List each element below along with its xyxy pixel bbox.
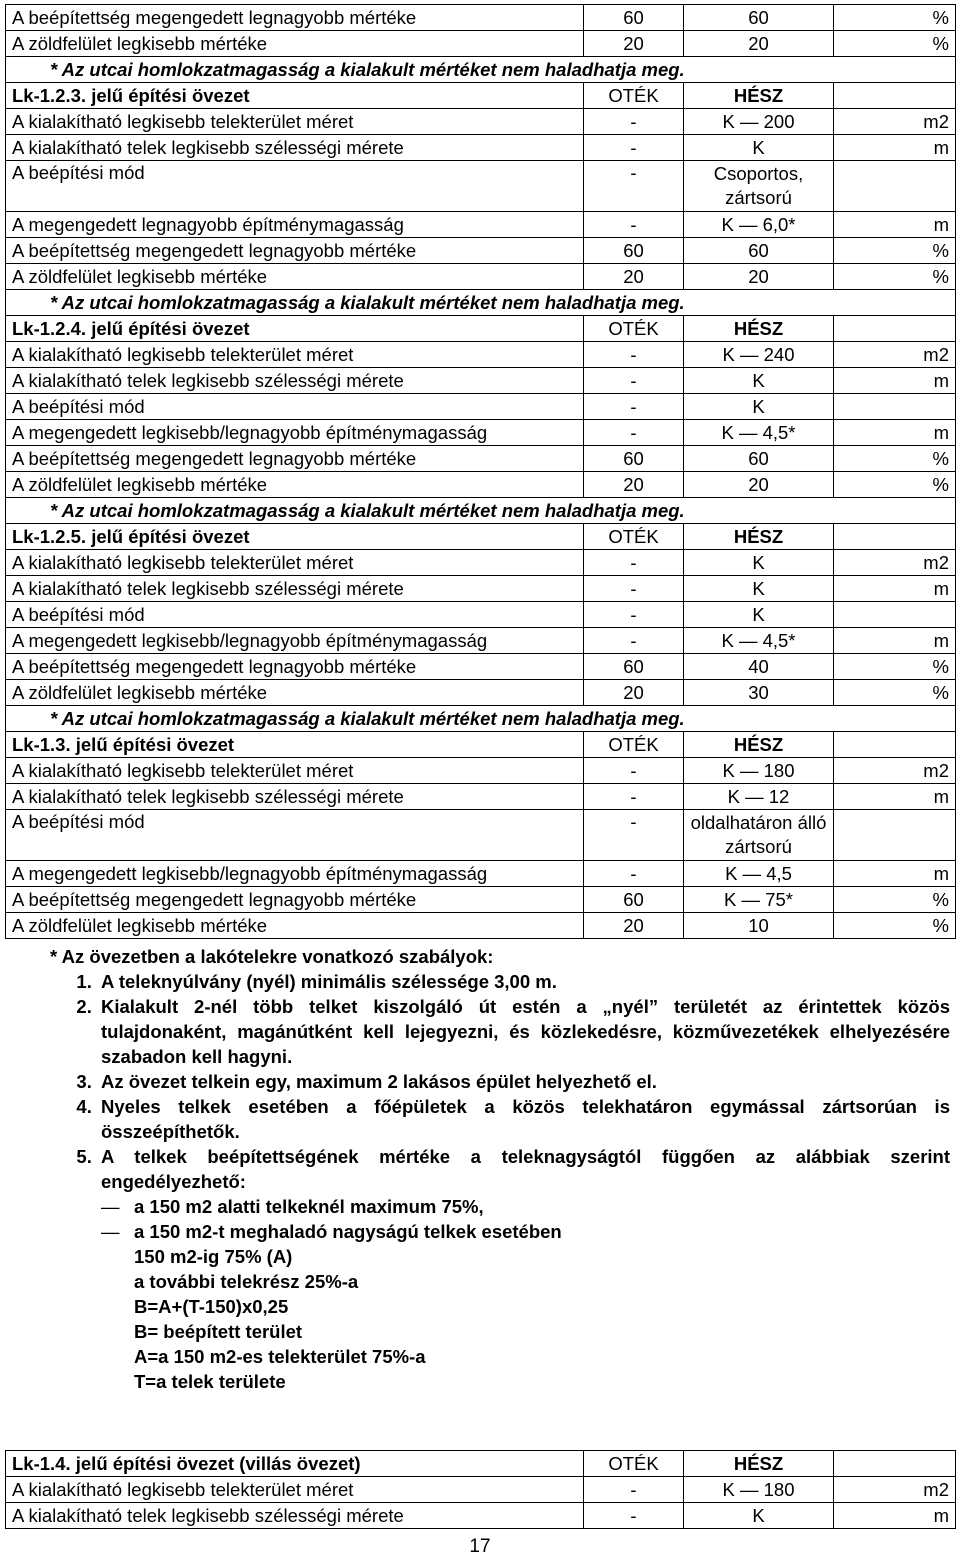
row-label: A kialakítható legkisebb telekterület méret — [6, 342, 584, 368]
table-row — [6, 161, 956, 212]
row-label: A kialakítható legkisebb telekterület méret — [6, 758, 584, 784]
hesz-value: 30 — [684, 680, 834, 706]
footnote-row — [6, 498, 956, 524]
hesz-header: HÉSZ — [684, 732, 834, 758]
rule-text: A telkek beépítettségének mértéke a teleknagyságtól függően az alábbiak szerint engedélyezhető: — [101, 1146, 950, 1192]
otek-value: 60 — [584, 238, 684, 264]
hesz-value: K — 6,0* — [684, 212, 834, 238]
hesz-value: K — 240 — [684, 342, 834, 368]
otek-value: 60 — [584, 654, 684, 680]
formula-line: T=a telek területe — [134, 1371, 286, 1392]
row-label: A kialakítható telek legkisebb szélességi mérete — [6, 135, 584, 161]
zone-title: Lk-1.2.3. jelű építési övezet — [6, 83, 584, 109]
otek-value: - — [584, 135, 684, 161]
row-label: A kialakítható legkisebb telekterület méret — [6, 1477, 584, 1503]
otek-value: - — [584, 394, 684, 420]
table-row — [6, 1477, 956, 1503]
otek-value: 20 — [584, 472, 684, 498]
row-label: A megengedett legkisebb/legnagyobb építménymagasság — [6, 628, 584, 654]
otek-value: 20 — [584, 264, 684, 290]
otek-value: 20 — [584, 913, 684, 939]
unit: % — [834, 680, 956, 706]
hesz-header: HÉSZ — [684, 1451, 834, 1477]
otek-value: - — [584, 1477, 684, 1503]
table-row — [6, 628, 956, 654]
table-row — [6, 913, 956, 939]
otek-value: - — [584, 628, 684, 654]
hesz-value: 10 — [684, 913, 834, 939]
table-row — [6, 887, 956, 913]
zone-title: Lk-1.2.4. jelű építési övezet — [6, 316, 584, 342]
hesz-value: oldalhatáron álló zártsorú — [684, 810, 834, 861]
otek-value: 60 — [584, 887, 684, 913]
zone-header-lk-1-2-4 — [6, 316, 956, 342]
row-label: A kialakítható telek legkisebb szélességi mérete — [6, 368, 584, 394]
notes-title: * Az övezetben a lakótelekre vonatkozó szabályok: — [50, 946, 494, 967]
hesz-value: K — [684, 550, 834, 576]
row-label: A zöldfelület legkisebb mértéke — [6, 913, 584, 939]
unit: m — [834, 420, 956, 446]
row-label: A megengedett legkisebb/legnagyobb építménymagasság — [6, 420, 584, 446]
formula-line: B=A+(T-150)x0,25 — [134, 1296, 289, 1317]
row-label: A beépítettség megengedett legnagyobb mértéke — [6, 887, 584, 913]
otek-header: OTÉK — [584, 83, 684, 109]
table-row — [6, 394, 956, 420]
list-item — [97, 1144, 950, 1394]
otek-header: OTÉK — [584, 524, 684, 550]
zoning-table-lk-1-4 — [5, 1450, 956, 1529]
table-row — [6, 212, 956, 238]
table-row — [6, 5, 956, 31]
list-item: 3. Az övezet telkein egy, maximum 2 lakásos épület helyezhető el. — [97, 1069, 950, 1094]
row-label: A megengedett legkisebb/legnagyobb építménymagasság — [6, 861, 584, 887]
footnote-row — [6, 57, 956, 83]
row-label: A kialakítható legkisebb telekterület méret — [6, 550, 584, 576]
zone-header-lk-1-2-5 — [6, 524, 956, 550]
otek-value: - — [584, 576, 684, 602]
hesz-value: K — 200 — [684, 109, 834, 135]
unit: m2 — [834, 342, 956, 368]
unit — [834, 602, 956, 628]
hesz-value: 60 — [684, 238, 834, 264]
zone-header-lk-1-2-3 — [6, 83, 956, 109]
unit: % — [834, 264, 956, 290]
table-row — [6, 238, 956, 264]
unit — [834, 810, 956, 861]
table-row — [6, 420, 956, 446]
page-number: 17 — [469, 1536, 491, 1557]
otek-value: 60 — [584, 446, 684, 472]
otek-value: - — [584, 810, 684, 861]
rules-list — [50, 969, 950, 1394]
table-row — [6, 135, 956, 161]
row-label: A beépítettség megengedett legnagyobb mértéke — [6, 5, 584, 31]
row-label: A beépítettség megengedett legnagyobb mértéke — [6, 238, 584, 264]
footnote: * Az utcai homlokzatmagasság a kialakult mértéket nem haladhatja meg. — [6, 498, 956, 524]
zone-title: Lk-1.3. jelű építési övezet — [6, 732, 584, 758]
unit — [834, 394, 956, 420]
otek-value: - — [584, 784, 684, 810]
row-label: A kialakítható telek legkisebb szélességi mérete — [6, 784, 584, 810]
formula-line: a további telekrész 25%-a — [134, 1271, 359, 1292]
formula-block — [101, 1244, 950, 1394]
unit: m — [834, 861, 956, 887]
otek-value: - — [584, 161, 684, 212]
row-label: A zöldfelület legkisebb mértéke — [6, 264, 584, 290]
unit: % — [834, 31, 956, 57]
table-row — [6, 342, 956, 368]
list-item: 2. Kialakult 2-nél több telket kiszolgáló út estén a „nyél” területét az érintettek közös tulajdonaként, magánútként kell lejegyezni, és közlekedésre, közművezetékek elhelyezésére szabadon kell hagyni. — [97, 994, 950, 1069]
unit: % — [834, 5, 956, 31]
footnote-row — [6, 706, 956, 732]
formula-line: A=a 150 m2-es telekterület 75%-a — [134, 1346, 426, 1367]
zone-rules-notes — [50, 944, 950, 1394]
otek-value: - — [584, 212, 684, 238]
otek-value: - — [584, 1503, 684, 1529]
table-row — [6, 550, 956, 576]
footnote: * Az utcai homlokzatmagasság a kialakult mértéket nem haladhatja meg. — [6, 706, 956, 732]
table-row — [6, 472, 956, 498]
hesz-value: K — 4,5* — [684, 420, 834, 446]
unit: m — [834, 1503, 956, 1529]
table-row — [6, 446, 956, 472]
unit: m — [834, 368, 956, 394]
otek-value: 20 — [584, 31, 684, 57]
row-label: A kialakítható legkisebb telekterület méret — [6, 109, 584, 135]
row-label: A zöldfelület legkisebb mértéke — [6, 472, 584, 498]
list-item: 1. A teleknyúlvány (nyél) minimális szélessége 3,00 m. — [97, 969, 950, 994]
unit: % — [834, 887, 956, 913]
hesz-header: HÉSZ — [684, 524, 834, 550]
hesz-value: K — [684, 368, 834, 394]
hesz-header: HÉSZ — [684, 316, 834, 342]
hesz-header: HÉSZ — [684, 83, 834, 109]
hesz-value: K — [684, 1503, 834, 1529]
unit: % — [834, 472, 956, 498]
unit: m — [834, 628, 956, 654]
hesz-value: 60 — [684, 5, 834, 31]
otek-value: - — [584, 420, 684, 446]
table-row — [6, 784, 956, 810]
otek-value: - — [584, 758, 684, 784]
hesz-value: K — [684, 602, 834, 628]
row-label: A beépítési mód — [6, 602, 584, 628]
list-item: — a 150 m2 alatti telkeknél maximum 75%, — [101, 1194, 950, 1219]
row-label: A beépítési mód — [6, 394, 584, 420]
unit: % — [834, 238, 956, 264]
table-row — [6, 654, 956, 680]
footnote: * Az utcai homlokzatmagasság a kialakult mértéket nem haladhatja meg. — [6, 57, 956, 83]
formula-line: 150 m2-ig 75% (A) — [134, 1246, 293, 1267]
dash-list — [101, 1194, 950, 1244]
hesz-value: K — 75* — [684, 887, 834, 913]
zone-header-lk-1-4 — [6, 1451, 956, 1477]
hesz-value: K — 12 — [684, 784, 834, 810]
hesz-value: K — 180 — [684, 758, 834, 784]
unit: m2 — [834, 550, 956, 576]
hesz-value: 20 — [684, 264, 834, 290]
table-row — [6, 861, 956, 887]
otek-value: 20 — [584, 680, 684, 706]
otek-value: 60 — [584, 5, 684, 31]
zone-header-lk-1-3 — [6, 732, 956, 758]
list-item: 4. Nyeles telkek esetében a főépületek a közös telekhatáron egymással zártsorúan is összeépíthetők. — [97, 1094, 950, 1144]
otek-header: OTÉK — [584, 1451, 684, 1477]
hesz-value: Csoportos, zártsorú — [684, 161, 834, 212]
table-row — [6, 758, 956, 784]
table-row — [6, 109, 956, 135]
unit: m — [834, 212, 956, 238]
row-label: A megengedett legnagyobb építménymagasság — [6, 212, 584, 238]
unit: m — [834, 135, 956, 161]
zone-title: Lk-1.2.5. jelű építési övezet — [6, 524, 584, 550]
formula-line: B= beépített terület — [134, 1321, 303, 1342]
row-label: A beépítettség megengedett legnagyobb mértéke — [6, 446, 584, 472]
unit — [834, 161, 956, 212]
hesz-value: K — [684, 135, 834, 161]
otek-header: OTÉK — [584, 732, 684, 758]
footnote: * Az utcai homlokzatmagasság a kialakult mértéket nem haladhatja meg. — [6, 290, 956, 316]
otek-value: - — [584, 109, 684, 135]
row-label: A beépítési mód — [6, 161, 584, 212]
otek-value: - — [584, 602, 684, 628]
hesz-value: 20 — [684, 31, 834, 57]
hesz-value: K — 180 — [684, 1477, 834, 1503]
row-label: A kialakítható telek legkisebb szélességi mérete — [6, 576, 584, 602]
table-row — [6, 602, 956, 628]
hesz-value: K — 4,5 — [684, 861, 834, 887]
otek-value: - — [584, 861, 684, 887]
table-row — [6, 810, 956, 861]
unit: m — [834, 784, 956, 810]
hesz-value: 60 — [684, 446, 834, 472]
unit: m — [834, 576, 956, 602]
unit: % — [834, 654, 956, 680]
list-item: — a 150 m2-t meghaladó nagyságú telkek esetében — [101, 1219, 950, 1244]
table-row — [6, 31, 956, 57]
footnote-row — [6, 290, 956, 316]
row-label: A zöldfelület legkisebb mértéke — [6, 31, 584, 57]
row-label: A beépítettség megengedett legnagyobb mértéke — [6, 654, 584, 680]
unit: m2 — [834, 1477, 956, 1503]
otek-value: - — [584, 368, 684, 394]
unit: m2 — [834, 758, 956, 784]
hesz-value: K — [684, 576, 834, 602]
hesz-value: 20 — [684, 472, 834, 498]
unit: % — [834, 913, 956, 939]
row-label: A kialakítható telek legkisebb szélességi mérete — [6, 1503, 584, 1529]
table-row — [6, 576, 956, 602]
row-label: A beépítési mód — [6, 810, 584, 861]
table-row — [6, 368, 956, 394]
hesz-value: K — 4,5* — [684, 628, 834, 654]
hesz-value: K — [684, 394, 834, 420]
zone-title: Lk-1.4. jelű építési övezet (villás övezet) — [6, 1451, 584, 1477]
row-label: A zöldfelület legkisebb mértéke — [6, 680, 584, 706]
table-row — [6, 1503, 956, 1529]
table-row — [6, 680, 956, 706]
table-row — [6, 264, 956, 290]
otek-header: OTÉK — [584, 316, 684, 342]
otek-value: - — [584, 550, 684, 576]
otek-value: - — [584, 342, 684, 368]
zoning-table-main — [5, 4, 956, 939]
unit: % — [834, 446, 956, 472]
hesz-value: 40 — [684, 654, 834, 680]
unit: m2 — [834, 109, 956, 135]
